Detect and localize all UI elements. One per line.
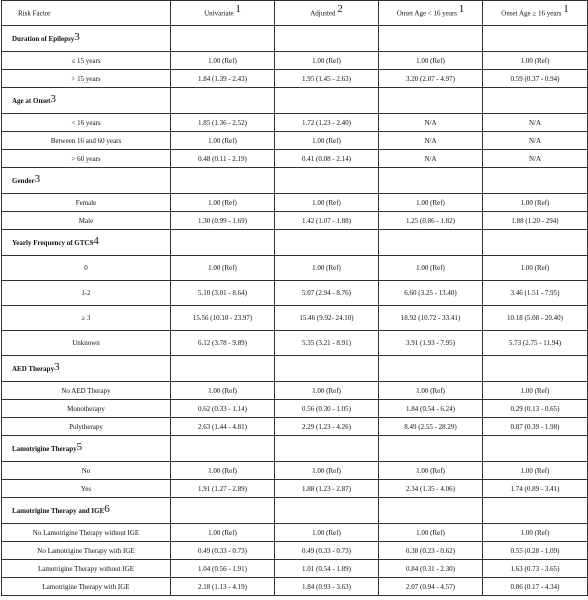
value-cell: 1.04 (0.56 - 1.91) xyxy=(171,560,275,578)
value-cell: 2.07 (0.94 - 4.57) xyxy=(379,578,483,596)
header-note: 1 xyxy=(235,2,241,15)
section-row xyxy=(2,498,588,524)
value-cell: 1.30 (0.99 - 1.69) xyxy=(171,212,275,230)
value-cell: 15.46 (9.92- 24.10) xyxy=(275,306,379,331)
table-row xyxy=(2,480,588,498)
row-label: No xyxy=(2,462,171,480)
value-cell: 0.86 (0.17 - 4.34) xyxy=(483,578,588,596)
empty-cell xyxy=(379,88,483,114)
value-cell: 1.91 (1.27 - 2.89) xyxy=(171,480,275,498)
value-cell: 1.00 (Ref) xyxy=(275,52,379,70)
value-cell: 0.49 (0.33 - 0.73) xyxy=(171,542,275,560)
row-label: < 16 years xyxy=(2,114,171,132)
empty-cell xyxy=(379,230,483,256)
row-label: Unknown xyxy=(2,331,171,356)
value-cell: 1.00 (Ref) xyxy=(171,132,275,150)
empty-cell xyxy=(275,168,379,194)
table-row xyxy=(2,306,588,331)
value-cell: 15.56 (10.10 - 23.97) xyxy=(171,306,275,331)
section-note: 5 xyxy=(76,440,83,453)
table-row xyxy=(2,212,588,230)
value-cell: 1.63 (0.73 - 3.65) xyxy=(483,560,588,578)
section-title: Age at Onset xyxy=(12,96,51,105)
table-row xyxy=(2,132,588,150)
value-cell: 1.00 (Ref) xyxy=(483,256,588,281)
value-cell: 1.00 (Ref) xyxy=(275,194,379,212)
empty-cell xyxy=(171,436,275,462)
section-note: 3 xyxy=(74,30,80,43)
section-row xyxy=(2,436,588,462)
value-cell: 1.00 (Ref) xyxy=(483,382,588,400)
section-title-cell xyxy=(2,26,171,52)
value-cell: 1.00 (Ref) xyxy=(379,194,483,212)
row-label: Lamotrigine Therapy with IGE xyxy=(2,578,171,596)
table-body xyxy=(2,1,588,596)
section-row xyxy=(2,26,588,52)
row-label: Between 16 and 60 years xyxy=(2,132,171,150)
empty-cell xyxy=(275,88,379,114)
table-row xyxy=(2,256,588,281)
value-cell: 1.72 (1.23 - 2.40) xyxy=(275,114,379,132)
value-cell: 1.84 (1.39 - 2.43) xyxy=(171,70,275,88)
row-label: Monotherapy xyxy=(2,400,171,418)
header-label: Risk Factor xyxy=(18,9,51,18)
table-row xyxy=(2,194,588,212)
section-note: 3 xyxy=(50,92,56,105)
value-cell: 1.00 (Ref) xyxy=(275,462,379,480)
table-row xyxy=(2,382,588,400)
header-risk-factor xyxy=(2,1,171,26)
value-cell: 0.48 (0.11 - 2.19) xyxy=(171,150,275,168)
value-cell: N/A xyxy=(379,114,483,132)
table-row xyxy=(2,524,588,542)
value-cell: 1.00 (Ref) xyxy=(171,462,275,480)
header-label: Onset Age ≥ 16 years xyxy=(501,9,562,18)
section-title: Lamotrigine Therapy and IGE xyxy=(12,506,105,515)
value-cell: 1.00 (Ref) xyxy=(379,52,483,70)
empty-cell xyxy=(483,230,588,256)
value-cell: 1.01 (0.54 - 1.89) xyxy=(275,560,379,578)
value-cell: 1.84 (0.54 - 6.24) xyxy=(379,400,483,418)
section-note: 3 xyxy=(34,172,41,185)
value-cell: 1.42 (1.07 - 1.88) xyxy=(275,212,379,230)
table-row xyxy=(2,462,588,480)
empty-cell xyxy=(171,168,275,194)
row-label: No AED Therapy xyxy=(2,382,171,400)
row-label: ≤ 15 years xyxy=(2,52,171,70)
risk-factor-table xyxy=(1,0,588,596)
value-cell: 1.74 (0.89 - 3.41) xyxy=(483,480,588,498)
empty-cell xyxy=(379,168,483,194)
value-cell: 1.00 (Ref) xyxy=(483,462,588,480)
section-title-cell xyxy=(2,356,171,382)
value-cell: 1.84 (0.93 - 3.63) xyxy=(275,578,379,596)
table-row xyxy=(2,418,588,436)
empty-cell xyxy=(379,356,483,382)
header-label: Onset Age < 16 years xyxy=(396,9,458,18)
value-cell: 0.29 (0.13 - 0.65) xyxy=(483,400,588,418)
section-title-cell xyxy=(2,498,171,524)
empty-cell xyxy=(483,88,588,114)
empty-cell xyxy=(483,436,588,462)
value-cell: 1.00 (Ref) xyxy=(171,524,275,542)
value-cell: 0.84 (0.31 - 2.30) xyxy=(379,560,483,578)
section-title: Yearly Frequency of GTCS xyxy=(12,238,94,247)
empty-cell xyxy=(379,26,483,52)
empty-cell xyxy=(171,356,275,382)
header-univariate xyxy=(171,1,275,26)
section-title-cell xyxy=(2,436,171,462)
header-row xyxy=(2,1,588,26)
table-row xyxy=(2,114,588,132)
header-label: Adjusted xyxy=(310,9,336,18)
value-cell: 2.18 (1.13 - 4.19) xyxy=(171,578,275,596)
header-onset-16-plus xyxy=(483,1,588,26)
row-label: Polytherapy xyxy=(2,418,171,436)
section-row xyxy=(2,88,588,114)
empty-cell xyxy=(483,168,588,194)
value-cell: 1.88 (1.20 - 294) xyxy=(483,212,588,230)
row-label: > 15 years xyxy=(2,70,171,88)
value-cell: 1.00 (Ref) xyxy=(171,382,275,400)
value-cell: 3.91 (1.93 - 7.95) xyxy=(379,331,483,356)
value-cell: 1.88 (1.23 - 2.87) xyxy=(275,480,379,498)
value-cell: 1.00 (Ref) xyxy=(379,524,483,542)
value-cell: 6.12 (3.78 - 9.89) xyxy=(171,331,275,356)
table-row xyxy=(2,560,588,578)
row-label: No Lamotrigine Therapy with IGE xyxy=(2,542,171,560)
value-cell: 5.35 (3.21 - 8.91) xyxy=(275,331,379,356)
header-note: 1 xyxy=(563,2,569,15)
value-cell: 6.60 (3.25 - 13.40) xyxy=(379,281,483,306)
table-row xyxy=(2,400,588,418)
empty-cell xyxy=(275,436,379,462)
section-title-cell xyxy=(2,168,171,194)
row-label: > 60 years xyxy=(2,150,171,168)
empty-cell xyxy=(483,26,588,52)
value-cell: 1.25 (0.86 - 1.82) xyxy=(379,212,483,230)
row-label: Yes xyxy=(2,480,171,498)
section-title-cell xyxy=(2,230,171,256)
value-cell: 1.00 (Ref) xyxy=(275,132,379,150)
header-onset-under-16 xyxy=(379,1,483,26)
value-cell: 18.92 (10.72 - 33.41) xyxy=(379,306,483,331)
table-row xyxy=(2,578,588,596)
value-cell: 0.56 (0.30 - 1.05) xyxy=(275,400,379,418)
value-cell: 0.49 (0.33 - 0.73) xyxy=(275,542,379,560)
value-cell: 1.00 (Ref) xyxy=(171,194,275,212)
value-cell: 2.29 (1.23 - 4.26) xyxy=(275,418,379,436)
row-label: Male xyxy=(2,212,171,230)
empty-cell xyxy=(275,356,379,382)
value-cell: 0.38 (0.23 - 0.62) xyxy=(379,542,483,560)
value-cell: 1.00 (Ref) xyxy=(379,256,483,281)
value-cell: 10.18 (5.08 - 20.40) xyxy=(483,306,588,331)
value-cell: N/A xyxy=(379,132,483,150)
table-row xyxy=(2,542,588,560)
section-title: AED Therapy xyxy=(12,364,55,373)
value-cell: 1.00 (Ref) xyxy=(275,382,379,400)
section-title: Duration of Epilepsy xyxy=(12,34,75,43)
section-title-cell xyxy=(2,88,171,114)
value-cell: 8.49 (2.55 - 28.29) xyxy=(379,418,483,436)
row-label: 0 xyxy=(2,256,171,281)
value-cell: 1.85 (1.36 - 2.52) xyxy=(171,114,275,132)
header-note: 1 xyxy=(458,2,465,15)
table-row xyxy=(2,52,588,70)
empty-cell xyxy=(379,436,483,462)
empty-cell xyxy=(275,26,379,52)
value-cell: 1.00 (Ref) xyxy=(483,52,588,70)
value-cell: 0.62 (0.33 - 1.14) xyxy=(171,400,275,418)
value-cell: 1.00 (Ref) xyxy=(483,194,588,212)
table-row xyxy=(2,331,588,356)
row-label: ≥ 3 xyxy=(2,306,171,331)
value-cell: 5.10 (3.01 - 8.64) xyxy=(171,281,275,306)
value-cell: N/A xyxy=(379,150,483,168)
value-cell: 1.00 (Ref) xyxy=(379,382,483,400)
value-cell: 0.87 (0.39 - 1.98) xyxy=(483,418,588,436)
header-adjusted xyxy=(275,1,379,26)
row-label: No Lamotrigine Therapy without IGE xyxy=(2,524,171,542)
value-cell: 3.20 (2.07 - 4.97) xyxy=(379,70,483,88)
value-cell: N/A xyxy=(483,132,588,150)
section-row xyxy=(2,356,588,382)
value-cell: 1.00 (Ref) xyxy=(483,524,588,542)
empty-cell xyxy=(171,26,275,52)
header-note: 2 xyxy=(337,2,343,15)
row-label: 1-2 xyxy=(2,281,171,306)
value-cell: 1.00 (Ref) xyxy=(171,256,275,281)
section-row xyxy=(2,230,588,256)
empty-cell xyxy=(379,498,483,524)
table-row xyxy=(2,281,588,306)
empty-cell xyxy=(275,498,379,524)
section-note: 3 xyxy=(54,360,60,373)
table-row xyxy=(2,70,588,88)
value-cell: 1.00 (Ref) xyxy=(379,462,483,480)
section-title: Lamotrigine Therapy xyxy=(12,444,77,453)
value-cell: 0.41 (0.08 - 2.14) xyxy=(275,150,379,168)
table-row xyxy=(2,150,588,168)
value-cell: 0.55 (0.28 - 1.09) xyxy=(483,542,588,560)
value-cell: 1.95 (1.45 - 2.63) xyxy=(275,70,379,88)
empty-cell xyxy=(275,230,379,256)
value-cell: 3.46 (1.51 - 7.95) xyxy=(483,281,588,306)
value-cell: 5.07 (2.94 - 8.76) xyxy=(275,281,379,306)
value-cell: N/A xyxy=(483,114,588,132)
section-row xyxy=(2,168,588,194)
value-cell: 1.00 (Ref) xyxy=(275,256,379,281)
value-cell: 5.73 (2.75 - 11.94) xyxy=(483,331,588,356)
value-cell: 1.00 (Ref) xyxy=(275,524,379,542)
empty-cell xyxy=(483,498,588,524)
empty-cell xyxy=(171,230,275,256)
value-cell: N/A xyxy=(483,150,588,168)
empty-cell xyxy=(171,88,275,114)
section-note: 6 xyxy=(104,502,110,515)
header-label: Univariate xyxy=(204,9,234,18)
empty-cell xyxy=(171,498,275,524)
value-cell: 1.00 (Ref) xyxy=(171,52,275,70)
value-cell: 2.34 (1.35 - 4.06) xyxy=(379,480,483,498)
empty-cell xyxy=(483,356,588,382)
row-label: Lamotrigine Therapy without IGE xyxy=(2,560,171,578)
section-title: Gender xyxy=(12,176,35,185)
value-cell: 0.59 (0.37 - 0.94) xyxy=(483,70,588,88)
value-cell: 2.63 (1.44 - 4.81) xyxy=(171,418,275,436)
section-note: 4 xyxy=(93,234,99,247)
row-label: Female xyxy=(2,194,171,212)
